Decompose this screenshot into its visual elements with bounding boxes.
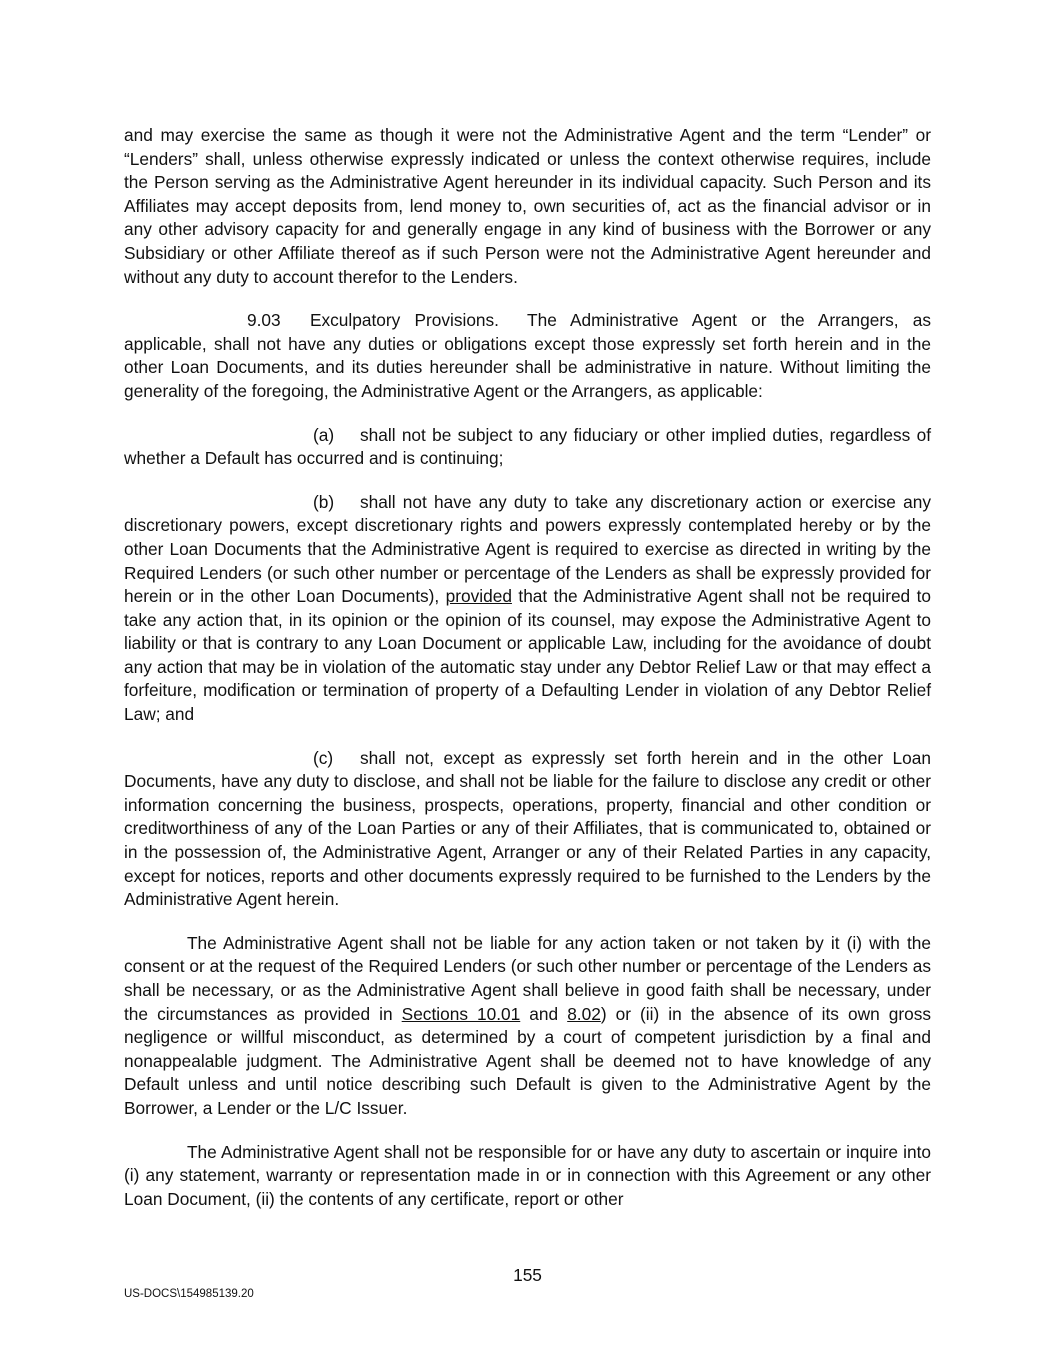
clause-text: shall not, except as expressly set forth herein and in the other Loan Documents, have any duty to disclose, and shall not be liable for the failure to disclose any credit or other information concerning the business, prospects, operations, property, financial and other condition or creditworthiness of any of the Loan Parties or any of their Affiliates, that is communicated to, obtained or in the possession of, the Administrative Agent, Arranger or any of their Related Parties in any capacity, except for notices, reports and other documents expressly required to be furnished to the Lenders by the Administrative Agent herein. (124, 747, 931, 910)
document-id: US-DOCS\154985139.20 (124, 1288, 254, 1300)
provided-term: provided (445, 586, 512, 607)
section-heading: Exculpatory Provisions. (310, 310, 499, 331)
clause-text: that the Administrative Agent shall not be required to take any action that, in its opinion or the opinion of its counsel, may expose the Administrative Agent to liability or that is contrary to any Loan Document or applicable Law, including for the avoidance of doubt any action that may be in violation of the automatic stay under any Debtor Relief Law or that may effect a forfeiture, modification or termination of property of a Defaulting Lender in violation of any Debtor Relief Law; and (124, 586, 932, 725)
section-9-03 (124, 309, 931, 403)
clause-a (124, 424, 931, 471)
clause-label: (a) (313, 424, 335, 445)
clause-text: shall not have any duty to take any discretionary action or exercise any discretionary powers, except discretionary rights and powers expressly contemplated hereby or by the other Loan Documents that the Administrative Agent is required to exercise as directed in writing by the Required Lenders (or such other number or percentage of the Lenders as shall be expressly provided for herein or in the other Loan Documents), (124, 491, 931, 607)
paragraph-continuation (124, 124, 931, 289)
paragraph-text: The Administrative Agent shall not be liable for any action taken or not taken by it (i) with the consent or at the request of the Required Lenders (or such other number or percentage of the Lenders as shall be necessary, or as the Administrative Agent shall believe in good faith shall be necessary, under the circumstances as provided in (124, 932, 931, 1024)
paragraph-text: The Administrative Agent shall not be responsible for or have any duty to ascertain or inquire into (i) any statement, warranty or representation made in or in connection with this Agreement or any other Loan Document, (ii) the contents of any certificate, report or other (124, 1141, 931, 1209)
paragraph-responsibility (124, 1141, 931, 1212)
section-text: The Administrative Agent or the Arrangers, as applicable, shall not have any duties or obligations except those expressly set forth herein and in the other Loan Documents, and its duties hereunder shall be administrative in nature. Without limiting the generality of the foregoing, the Administrative Agent or the Arrangers, as applicable: (124, 310, 931, 401)
clause-text: shall not be subject to any fiduciary or other implied duties, regardless of whether a Default has occurred and is continuing; (124, 424, 931, 469)
clause-c (124, 747, 931, 912)
paragraph-text: ) or (ii) in the absence of its own gross negligence or willful misconduct, as determined by a court of competent jurisdiction by a final and nonappealable judgment. The Administrative Agent shall be deemed not to have knowledge of any Default unless and until notice describing such Default is given to the Administrative Agent by the Borrower, a Lender or the L/C Issuer. (124, 1003, 931, 1118)
section-reference: Sections 10.01 (401, 1003, 521, 1024)
paragraph-liability (124, 932, 931, 1121)
clause-b (124, 491, 931, 727)
paragraph-text: and (529, 1003, 559, 1024)
paragraph-text: and may exercise the same as though it were not the Administrative Agent and the term “Lender” or “Lenders” shall, unless otherwise expressly indicated or unless the context otherwise requires, include the Person serving as the Administrative Agent hereunder in its individual capacity. Such Person and its Affiliates may accept deposits from, lend money to, own securities of, act as the financial advisor or in any other advisory capacity for and generally engage in any kind of business with the Borrower or any Subsidiary or other Affiliate thereof as if such Person were not the Administrative Agent hereunder and without any duty to account therefor to the Lenders. (124, 125, 931, 287)
body-text (124, 124, 931, 1231)
clause-label: (b) (313, 491, 335, 512)
section-number: 9.03 (247, 310, 281, 331)
clause-label: (c) (313, 747, 334, 768)
page-number: 155 (513, 1265, 542, 1285)
section-reference: 8.02 (567, 1003, 601, 1024)
